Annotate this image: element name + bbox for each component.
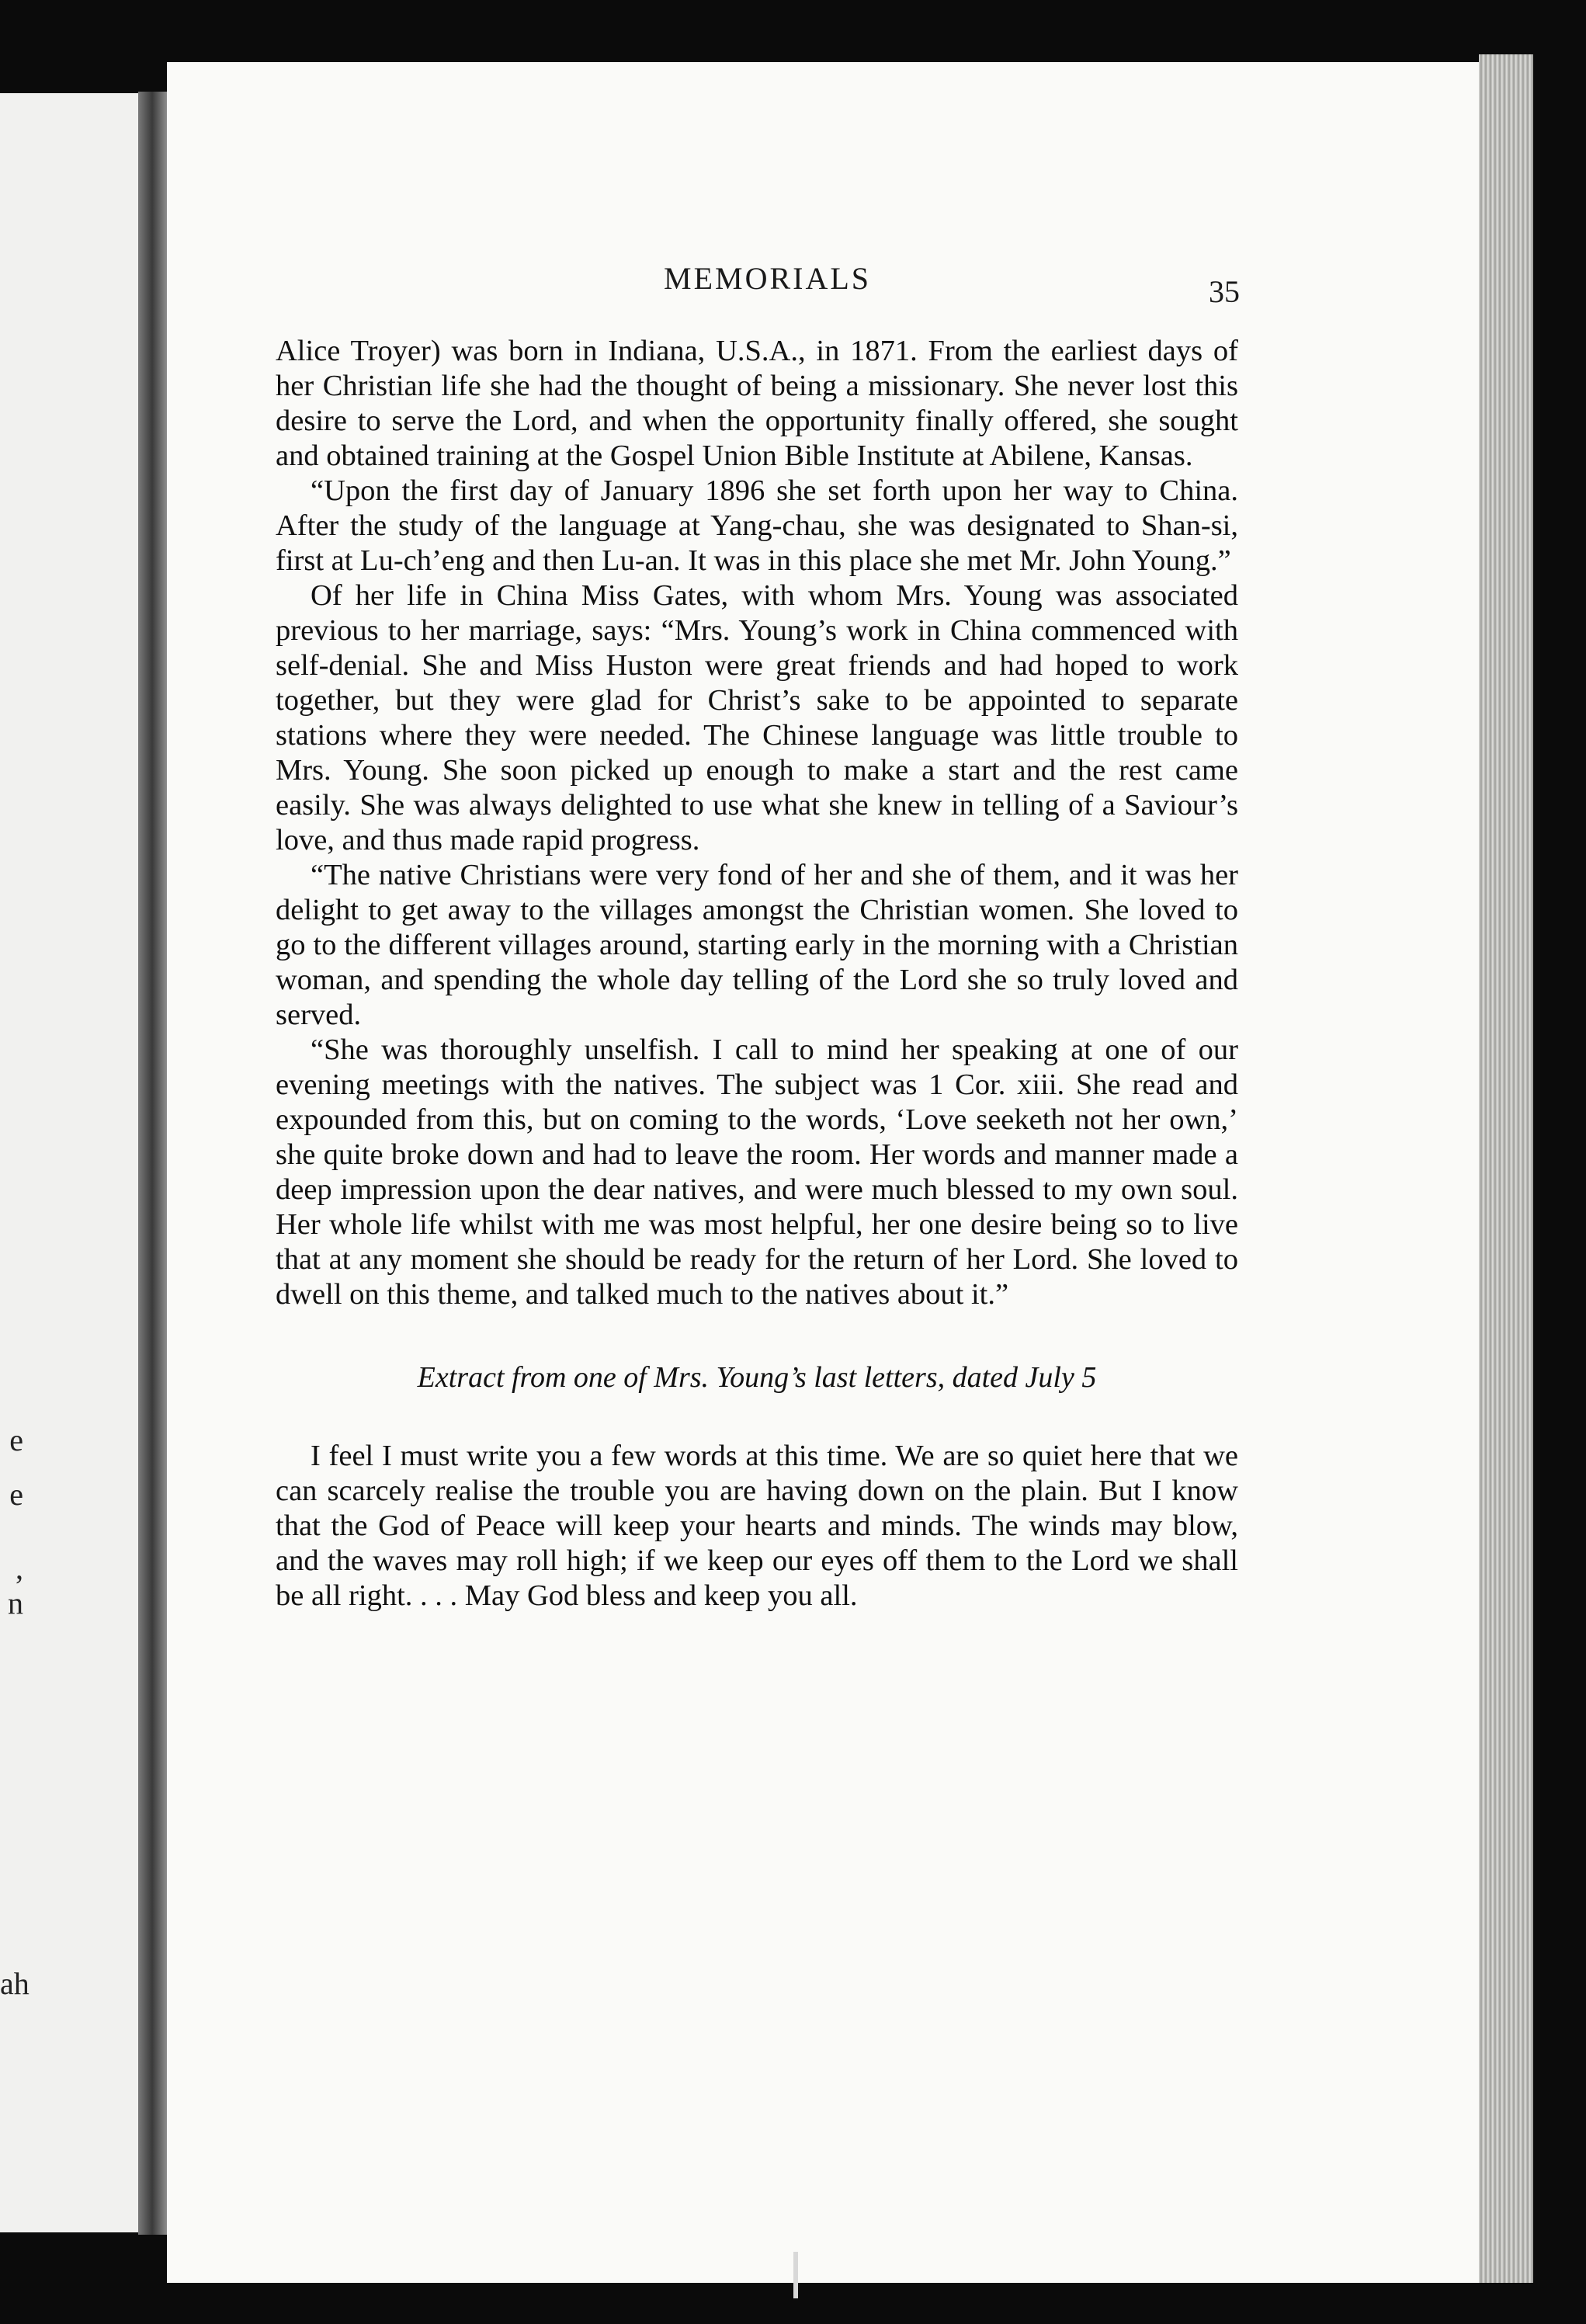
running-head: MEMORIALS bbox=[664, 261, 872, 296]
letter-paragraph: I feel I must write you a few words at this time. We are so quiet here that we can scarcely realise the trouble you are having down on the plain. But I know that the God of Peace will keep your hearts and minds. The winds may blow, and the waves may roll high; if we keep our eyes off them to the Lord we shall be all right. . . . May God bless and keep you all. bbox=[276, 1440, 1238, 1612]
facing-page bbox=[0, 93, 144, 2232]
facing-page-fragment: , bbox=[16, 1551, 23, 1586]
body-text bbox=[276, 334, 1238, 1614]
paragraph: “The native Christians were very fond of her and she of them, and it was her delight to get away to the villages amongst the Christian women. She loved to go to the different villages around, starting early in the morning with a Christian woman, and spending the whole day telling of the Lord she so truly loved and served. bbox=[276, 859, 1238, 1031]
paragraph: Alice Troyer) was born in Indiana, U.S.A., in 1871. From the earliest days of her Christian life she had the thought of being a missionary. She never lost this desire to serve the Lord, and when the opportunity finally offered, she sought and obtained training at the Gospel Union Bible Institute at Abilene, Kansas. bbox=[276, 335, 1238, 472]
paragraph: Of her life in China Miss Gates, with whom Mrs. Young was associated previous to her marriage, says: “Mrs. Young’s work in China commenced with self-denial. She and Miss Huston were great friends and had hoped to work together, but they were glad for Christ’s sake to be appointed to separate stations where they were needed. The Chinese language was little trouble to Mrs. Young. She soon picked up enough to make a start and the rest came easily. She was always delighted to use what she knew in telling of a Saviour’s love, and thus made rapid progress. bbox=[276, 579, 1238, 856]
section-heading: Extract from one of Mrs. Young’s last letters, dated July 5 bbox=[417, 1361, 1097, 1394]
facing-page-fragment: n bbox=[8, 1586, 23, 1621]
book-gutter bbox=[138, 92, 169, 2235]
paragraph: “She was thoroughly unselfish. I call to mind her speaking at one of our evening meetings with the natives. The subject was 1 Cor. xiii. She read and expounded from this, but on coming to the words, ‘Love seeketh not her own,’ she quite broke down and had to leave the room. Her words and manner made a deep impression upon the dear natives, and were much blessed to my own soul. Her whole life whilst with me was most helpful, her one desire being so to live that at any moment she should be ready for the return of her Lord. She loved to dwell on this theme, and talked much to the natives about it.” bbox=[276, 1033, 1238, 1311]
facing-page-fragment: ah bbox=[0, 1966, 29, 2001]
facing-page-fragment: e bbox=[9, 1477, 23, 1512]
page-number: 35 bbox=[1209, 274, 1240, 309]
scan-mark bbox=[793, 2252, 798, 2298]
facing-page-fragment: e bbox=[9, 1423, 23, 1457]
paragraph: “Upon the first day of January 1896 she set forth upon her way to China. After the study of the language at Yang-chau, she was designated to Shan-si, first at Lu-ch’eng and then Lu-an. It was in this place she met Mr. John Young.” bbox=[276, 474, 1238, 577]
page-edges bbox=[1479, 54, 1533, 2283]
